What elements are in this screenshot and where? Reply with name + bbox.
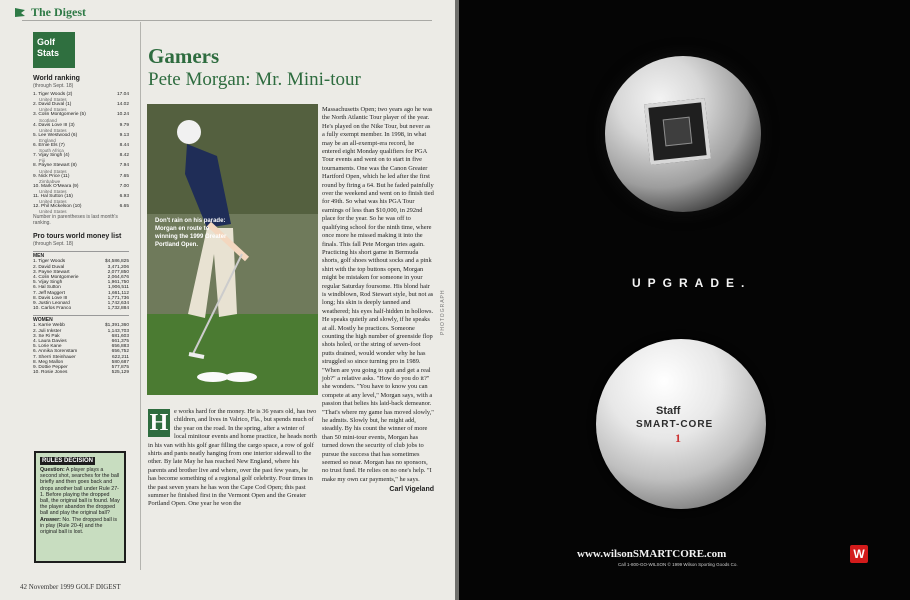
ranking-value: 7.00	[119, 183, 129, 189]
ranking-value: 656,752	[111, 349, 129, 355]
ranking-value: 1,742,634	[107, 301, 129, 307]
ranking-value: 6.65	[119, 204, 129, 210]
ranking-country: United States	[39, 199, 67, 205]
rules-answer: Answer: No. The dropped ball is in play (Rule 20-4) and the original ball is lost.	[40, 516, 118, 536]
ranking-value: 681,603	[111, 333, 129, 339]
ranking-name: 8. Davis Love III	[33, 295, 68, 301]
rules-question: Question: A player plays a second shot, searches for the ball briefly and then goes back and drops another ball under Rule 27-1. Before playing the dropped ball, the original ball is found. May the player abandon the dropped ball and play the original ball?	[40, 467, 120, 517]
ranking-name: 5. Lorie Kane	[33, 344, 62, 350]
ranking-name: 5. Lee Westwood (6)	[33, 132, 78, 138]
ad-url: www.wilsonSMARTCORE.com	[577, 548, 727, 560]
ranking-value: 8.42	[119, 153, 129, 159]
golfer-photo	[147, 104, 318, 395]
wilson-ad	[459, 0, 910, 600]
ranking-name: 4. Laura Davies	[33, 339, 67, 345]
men-label: MEN	[33, 251, 129, 259]
ranking-name: 6. Hal Sutton	[33, 285, 61, 291]
stats-badge: Golf Stats	[33, 32, 75, 68]
ranking-row	[33, 306, 129, 311]
ranking-name: 12. Phil Mickelson (10)	[33, 204, 82, 210]
ranking-value: 9.79	[119, 122, 129, 128]
drop-cap: H	[149, 410, 169, 436]
ranking-country: United States	[39, 107, 67, 113]
staff-brand: Staff	[656, 405, 681, 417]
ranking-name: 3. Se Ri Pak	[33, 333, 60, 339]
ranking-country: Scotland	[39, 117, 57, 123]
ranking-name: 10. Mark O'Meara (9)	[33, 183, 79, 189]
ranking-name: 4. Colin Montgomerie	[33, 275, 79, 281]
section-title: The Digest	[31, 5, 86, 19]
ranking-value: 1,771,736	[107, 295, 129, 301]
ranking-row	[33, 370, 129, 375]
flag-icon	[14, 7, 26, 18]
ranking-value: 622,211	[112, 354, 129, 360]
ranking-name: 6. Annika Sorenstam	[33, 349, 78, 355]
ranking-name: 10. Carlos Franco	[33, 306, 72, 312]
ranking-value: 1,732,884	[107, 306, 129, 312]
ranking-name: 7. Jeff Maggert	[33, 290, 65, 296]
ranking-name: 9. Dottie Pepper	[33, 365, 68, 371]
article-body-right	[322, 106, 434, 493]
men-money-list	[33, 259, 129, 311]
ranking-value: 577,875	[111, 365, 129, 371]
ranking-name: 2. David Duval (1)	[33, 102, 72, 108]
ranking-value: $1,391,360	[104, 323, 129, 329]
smart-core-brand: SMART-CORE	[636, 419, 714, 430]
ranking-value: $4,586,825	[104, 259, 129, 265]
wilson-logo: W	[850, 545, 868, 563]
ranking-value: 7.94	[119, 163, 129, 169]
ranking-country: United States	[39, 168, 67, 174]
ranking-value: 10.24	[116, 112, 129, 118]
ranking-value: 2,064,676	[107, 275, 129, 281]
women-label: WOMEN	[33, 315, 129, 323]
money-list-title: Pro tours world money list	[33, 233, 122, 241]
ranking-name: 3. Colin Montgomerie (5)	[33, 112, 86, 118]
article-column-1: e works hard for the money. He is 36 years old, has two children, and lives in Valrico, Fla., but spends much of the year on the road. In the spring, after a winter of local minitour events and home practice, he heads north in his van with his golf gear filling the cargo space, a row of golf shirts and pants neatly hanging from one interior sidewall to the other. By late May he has reached New England, where his parents and brother live and where, over the past few years, he has become something of a regional golf celebrity. Four times in the past seven years he has won the Cape Cod Open; this past summer he finished first in the Vermont Open and the Greater Portland Open. One year he won the	[148, 408, 317, 508]
ranking-name: 11. Hal Sutton (15)	[33, 194, 73, 200]
world-ranking-title: World ranking	[33, 75, 80, 82]
ranking-country: Fiji	[39, 158, 45, 164]
section-header	[14, 5, 86, 20]
ranking-name: 3. Payne Stewart	[33, 269, 70, 275]
world-ranking-list	[33, 92, 129, 214]
top-rule	[22, 20, 432, 21]
ranking-country: United States	[39, 189, 67, 195]
ranking-name: 9. Justin Leonard	[33, 301, 70, 307]
column-rule	[140, 22, 141, 570]
ranking-value: 2,077,850	[107, 269, 129, 275]
ranking-value: 525,129	[111, 370, 129, 376]
ranking-note: Number in parentheses is last month's ranking.	[33, 214, 118, 227]
chip-core	[663, 117, 693, 147]
ranking-name: 2. David Duval	[33, 264, 65, 270]
ranking-name: 4. Davis Love III (3)	[33, 122, 75, 128]
article-body-left	[148, 408, 317, 509]
photo-caption: Don't rain on his parade: Morgan en route to winning the 1999 Greater Portland Open.	[155, 218, 227, 248]
ranking-value: 8.44	[119, 143, 129, 149]
ranking-name: 9. Nick Price (11)	[33, 173, 70, 179]
golf-stats-panel	[33, 32, 129, 376]
ranking-name: 8. Payne Stewart (8)	[33, 163, 77, 169]
ranking-country: South Africa	[39, 148, 64, 154]
ranking-name: 5. Vijay Singh	[33, 280, 63, 286]
ranking-value: 1,906,511	[108, 285, 129, 291]
ranking-name: 2. Juli Inkster	[33, 328, 62, 334]
ranking-name: 7. Vijay Singh (4)	[33, 153, 70, 159]
ranking-country: United States	[39, 127, 67, 133]
ranking-value: 1,961,750	[107, 280, 129, 286]
ranking-value: 17.04	[116, 92, 129, 97]
golfer-illustration	[147, 104, 318, 395]
ranking-value: 9.13	[119, 132, 129, 138]
ranking-value: 1,661,112	[108, 290, 129, 296]
ranking-value: 6.93	[119, 194, 129, 200]
ranking-name: 1. Tiger Woods (2)	[33, 92, 73, 97]
article-title: Gamers	[148, 44, 220, 68]
article-column-2: Massachusetts Open; two years ago he was the North Atlantic Tour player of the year. He's played on the Nike Tour, but never as a fully exempt member. In 1998, in what may be an all-exempt-era record, he entered eight Monday qualifiers for PGA Tour events and went on to start in five tournaments. One was the Canon Greater Hartford Open, which he led after the first round by firing a 64. But he faded painfully over the weekend and went on to finish tied for 49th. So what was his PGA Tour earnings of less than $10,000, in 292nd place for the year. So he was off to qualifying school for the ninth time, where once more he missed making it into the finals. This fall Pete Morgan tries again. Practicing his short game in Bermuda shorts, golf shoes without socks and a pink shirt with the top buttons open, Morgan might be mistaken for someone in your regular Saturday foursome. His blond hair is windblown, Rod Stewart style, but not as long; his skin is deeply tanned and weathered; his eyes half-hidden in hollows. He speaks quietly and slowly, if he speaks at all. Mostly he practices. Someone counting the high number of greenside flop shots holed, or the string of seven-foot putts drained, would wonder why he has struggled so since turning pro in 1989. "When are you going to quit and get a real job?" a relative asks. "How do you do it?" she wonders. "You have to know you can compete at any level," Morgan says, with a passion that belies his laid-back demeanor. "That's where my game has moved slowly," he admits. Slowly but, he might add, steadily. By his count the winner of more than 50 mini-tour events, Morgan has turned down the security of club jobs to pursue the success that has sometimes seemed so near. Morgan has no sponsors, no trust fund. He relies on no one's help. "I make my own car payments," he says.	[322, 106, 434, 483]
ranking-name: 6. Ernie Els (7)	[33, 143, 65, 149]
photo-credit: PHOTOGRAPH	[440, 289, 446, 335]
women-money-list	[33, 323, 129, 375]
ranking-country: England	[39, 138, 56, 144]
ranking-name: 1. Karrie Webb	[33, 323, 65, 329]
ranking-country: United States	[39, 97, 67, 103]
ranking-value: 14.02	[116, 102, 129, 108]
ranking-value: 3,471,206	[107, 264, 129, 270]
rules-decision-box	[34, 451, 126, 563]
upgrade-text: UPGRADE.	[632, 276, 752, 290]
page-footer: 42 November 1999 GOLF DIGEST	[20, 583, 121, 591]
ranking-country: Zimbabwe	[39, 178, 61, 184]
ranking-name: 10. Rosie Jones	[33, 370, 68, 376]
byline: Carl Vigeland	[389, 486, 434, 494]
ad-small-print: Call 1-800-GO-WILSON © 1999 Wilson Sporting Goods Co.	[618, 562, 738, 567]
money-list-date: (through Sept. 18)	[33, 241, 74, 248]
ranking-value: 656,883	[111, 344, 129, 350]
ranking-value: 580,687	[111, 359, 129, 365]
ranking-name: 8. Meg Mallon	[33, 359, 64, 365]
article-subtitle: Pete Morgan: Mr. Mini-tour	[148, 69, 361, 90]
ranking-value: 661,375	[111, 339, 129, 345]
ball-number: 1	[675, 431, 681, 445]
ranking-value: 1,143,703	[107, 328, 129, 334]
world-ranking-date: (through Sept. 18)	[33, 83, 74, 89]
ranking-country: United States	[39, 209, 67, 215]
ranking-name: 7. Sherri Steinhauer	[33, 354, 76, 360]
chip-icon	[644, 98, 711, 165]
rules-title: RULES DECISION	[42, 458, 94, 464]
ranking-name: 1. Tiger Woods	[33, 259, 66, 265]
ranking-value: 7.65	[119, 173, 129, 179]
